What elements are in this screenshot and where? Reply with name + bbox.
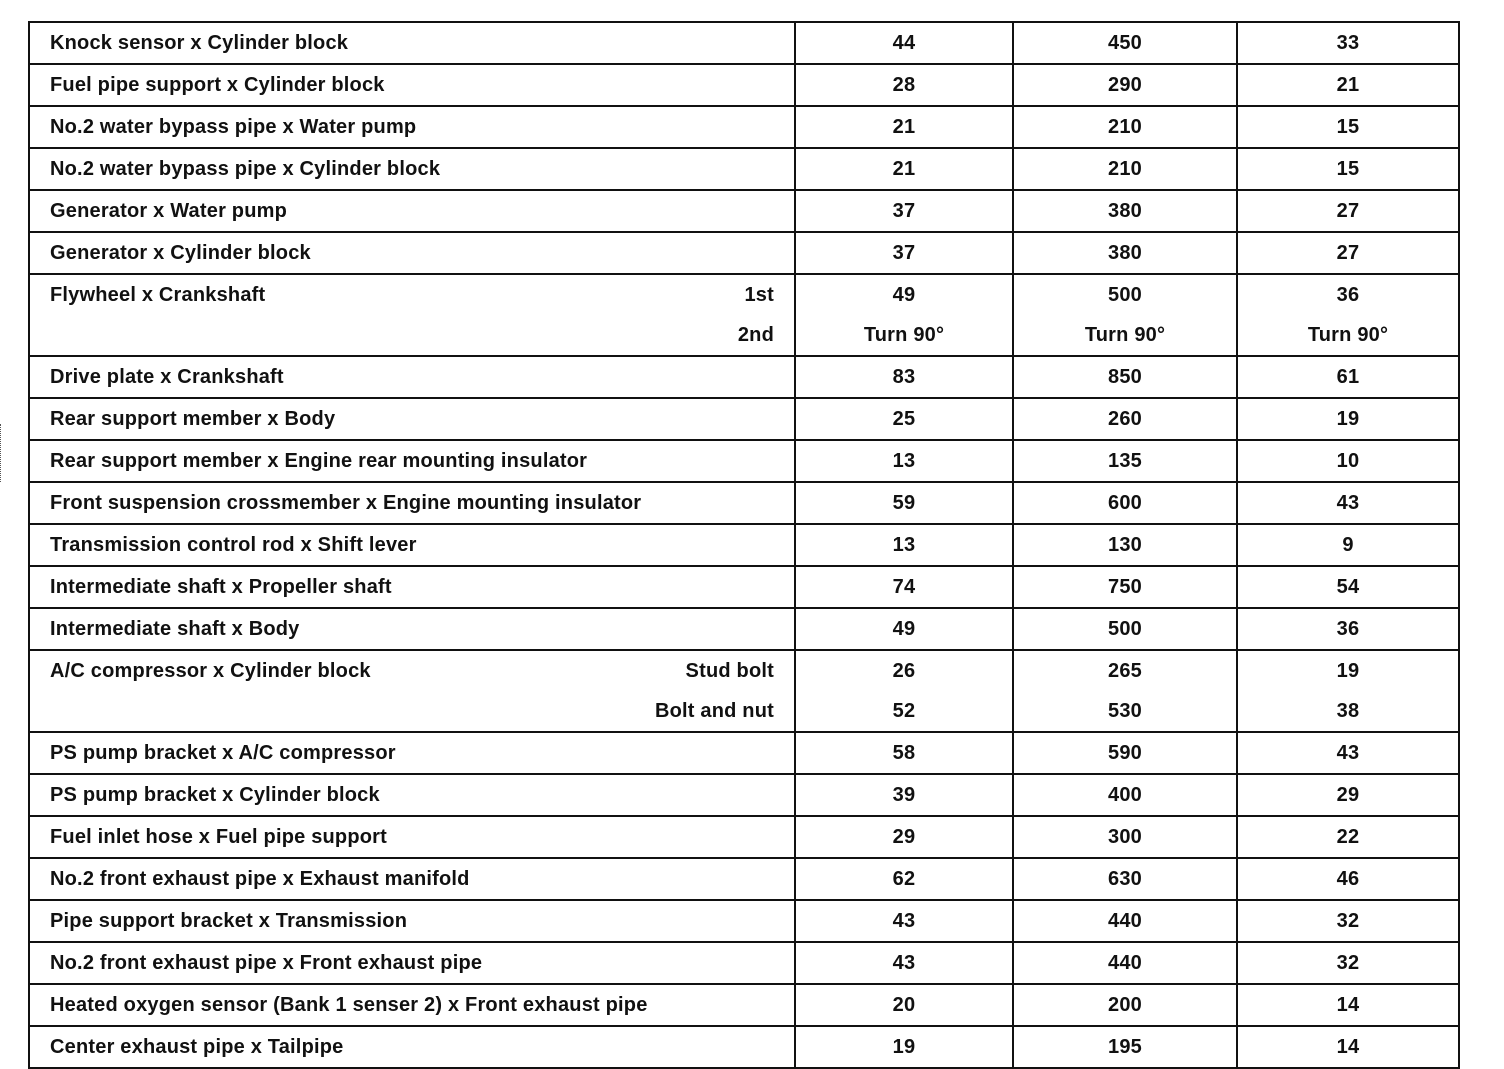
torque-kgfcm-cell: 600: [1013, 482, 1237, 524]
torque-ftlbf-cell: 36: [1237, 608, 1459, 650]
part-name: No.2 water bypass pipe x Cylinder block: [50, 158, 441, 180]
part-name: PS pump bracket x A/C compressor: [50, 742, 396, 764]
part-name: Fuel inlet hose x Fuel pipe support: [50, 826, 388, 848]
torque-ftlbf-cell: 21: [1237, 64, 1459, 106]
torque-nm-cell: [795, 650, 1013, 732]
torque-ftlbf-cell: 43: [1237, 732, 1459, 774]
torque-nm-cell: [795, 274, 1013, 356]
torque-kgfcm-cell: 210: [1013, 148, 1237, 190]
torque-nm-cell: 21: [795, 106, 1013, 148]
torque-ftlbf-cell: 22: [1237, 816, 1459, 858]
torque-ftlbf-cell: 43: [1237, 482, 1459, 524]
step-label: Stud bolt: [685, 660, 774, 682]
torque-nm-cell: 29: [795, 816, 1013, 858]
part-name: No.2 front exhaust pipe x Exhaust manifold: [50, 868, 470, 890]
part-name: Generator x Cylinder block: [50, 242, 311, 264]
part-cell: [29, 148, 795, 190]
table-row: [29, 816, 1459, 858]
part-name: Front suspension crossmember x Engine mounting insulator: [50, 492, 642, 514]
part-name: Intermediate shaft x Body: [50, 618, 300, 640]
torque-nm-cell: 21: [795, 148, 1013, 190]
torque-kgfcm-cell: 440: [1013, 942, 1237, 984]
torque-ftlbf-cell: 33: [1237, 22, 1459, 64]
torque-kgfcm-cell: 380: [1013, 232, 1237, 274]
torque-kgfcm-cell: 130: [1013, 524, 1237, 566]
table-row: [29, 356, 1459, 398]
torque-ftlbf-cell: 14: [1237, 1026, 1459, 1068]
part-cell: [29, 984, 795, 1026]
part-name: Flywheel x Crankshaft: [50, 284, 266, 306]
part-name: No.2 front exhaust pipe x Front exhaust pipe: [50, 952, 483, 974]
table-row: [29, 524, 1459, 566]
part-name: Fuel pipe support x Cylinder block: [50, 74, 385, 96]
part-cell: [29, 858, 795, 900]
torque-nm-cell: 28: [795, 64, 1013, 106]
torque-kgfcm-cell: [1013, 274, 1237, 356]
torque-value: 38: [1336, 700, 1360, 722]
torque-nm-cell: 58: [795, 732, 1013, 774]
torque-ftlbf-cell: 15: [1237, 148, 1459, 190]
part-cell: [29, 816, 795, 858]
torque-kgfcm-cell: 210: [1013, 106, 1237, 148]
torque-nm-cell: 43: [795, 900, 1013, 942]
part-cell: [29, 942, 795, 984]
torque-nm-cell: 13: [795, 440, 1013, 482]
torque-nm-cell: 74: [795, 566, 1013, 608]
torque-kgfcm-cell: 380: [1013, 190, 1237, 232]
torque-kgfcm-cell: 300: [1013, 816, 1237, 858]
part-cell: [29, 524, 795, 566]
torque-ftlbf-cell: 27: [1237, 232, 1459, 274]
table-row: [29, 482, 1459, 524]
torque-nm-cell: 20: [795, 984, 1013, 1026]
part-name: Rear support member x Engine rear mounting insulator: [50, 450, 588, 472]
part-name: PS pump bracket x Cylinder block: [50, 784, 380, 806]
table-row: [29, 22, 1459, 64]
part-cell: [29, 356, 795, 398]
torque-kgfcm-cell: 200: [1013, 984, 1237, 1026]
part-name: Transmission control rod x Shift lever: [50, 534, 417, 556]
part-name: Pipe support bracket x Transmission: [50, 910, 408, 932]
table-row: [29, 942, 1459, 984]
torque-ftlbf-cell: 27: [1237, 190, 1459, 232]
torque-ftlbf-cell: 54: [1237, 566, 1459, 608]
part-cell: [29, 190, 795, 232]
torque-kgfcm-cell: 290: [1013, 64, 1237, 106]
torque-kgfcm-cell: 850: [1013, 356, 1237, 398]
table-row: [29, 984, 1459, 1026]
table-row: [29, 190, 1459, 232]
torque-nm-cell: 37: [795, 232, 1013, 274]
table-row: [29, 608, 1459, 650]
part-cell: [29, 482, 795, 524]
margin-mark: [0, 424, 4, 482]
part-name: Drive plate x Crankshaft: [50, 366, 284, 388]
torque-value: Turn 90°: [1307, 324, 1389, 346]
table-row: [29, 106, 1459, 148]
torque-kgfcm-cell: 440: [1013, 900, 1237, 942]
torque-value: 500: [1108, 284, 1142, 306]
torque-ftlbf-cell: 10: [1237, 440, 1459, 482]
part-cell: [29, 900, 795, 942]
torque-ftlbf-cell: 14: [1237, 984, 1459, 1026]
table-row: [29, 732, 1459, 774]
torque-value: 530: [1108, 700, 1142, 722]
torque-nm-cell: 25: [795, 398, 1013, 440]
part-cell: [29, 650, 795, 732]
torque-nm-cell: 39: [795, 774, 1013, 816]
torque-nm-cell: 83: [795, 356, 1013, 398]
torque-nm-cell: 44: [795, 22, 1013, 64]
torque-ftlbf-cell: 61: [1237, 356, 1459, 398]
torque-kgfcm-cell: [1013, 650, 1237, 732]
part-name: No.2 water bypass pipe x Water pump: [50, 116, 417, 138]
part-cell: [29, 274, 795, 356]
torque-ftlbf-cell: 29: [1237, 774, 1459, 816]
table-row: [29, 398, 1459, 440]
torque-ftlbf-cell: [1237, 274, 1459, 356]
part-cell: [29, 64, 795, 106]
part-name: A/C compressor x Cylinder block: [50, 660, 371, 682]
step-label: 2nd: [737, 324, 774, 346]
torque-kgfcm-cell: 590: [1013, 732, 1237, 774]
torque-kgfcm-cell: 135: [1013, 440, 1237, 482]
torque-nm-cell: 62: [795, 858, 1013, 900]
torque-nm-cell: 37: [795, 190, 1013, 232]
torque-ftlbf-cell: 46: [1237, 858, 1459, 900]
torque-kgfcm-cell: 630: [1013, 858, 1237, 900]
table-row-two-step: [29, 274, 1459, 356]
torque-nm-cell: 43: [795, 942, 1013, 984]
torque-nm-cell: 49: [795, 608, 1013, 650]
torque-ftlbf-cell: 32: [1237, 942, 1459, 984]
torque-kgfcm-cell: 195: [1013, 1026, 1237, 1068]
part-cell: [29, 608, 795, 650]
torque-spec-table: [28, 21, 1460, 1069]
table-row: [29, 1026, 1459, 1068]
table-row: [29, 566, 1459, 608]
torque-nm-cell: 59: [795, 482, 1013, 524]
part-cell: [29, 398, 795, 440]
torque-value: 49: [892, 284, 916, 306]
table-row: [29, 900, 1459, 942]
torque-value: 52: [892, 700, 916, 722]
part-cell: [29, 732, 795, 774]
torque-ftlbf-cell: 32: [1237, 900, 1459, 942]
part-cell: [29, 22, 795, 64]
table-row: [29, 774, 1459, 816]
part-name: Rear support member x Body: [50, 408, 336, 430]
part-name: Intermediate shaft x Propeller shaft: [50, 576, 392, 598]
torque-kgfcm-cell: 260: [1013, 398, 1237, 440]
table-row: [29, 440, 1459, 482]
part-name: Heated oxygen sensor (Bank 1 senser 2) x Front exhaust pipe: [50, 994, 648, 1016]
part-name: Generator x Water pump: [50, 200, 288, 222]
torque-value: 265: [1108, 660, 1142, 682]
part-cell: [29, 106, 795, 148]
table-row: [29, 858, 1459, 900]
torque-value: Turn 90°: [1084, 324, 1166, 346]
table-row: [29, 64, 1459, 106]
torque-ftlbf-cell: [1237, 650, 1459, 732]
table-row: [29, 148, 1459, 190]
torque-ftlbf-cell: 19: [1237, 398, 1459, 440]
torque-value: 26: [892, 660, 916, 682]
part-cell: [29, 774, 795, 816]
torque-ftlbf-cell: 9: [1237, 524, 1459, 566]
torque-value: 36: [1336, 284, 1360, 306]
part-name: Center exhaust pipe x Tailpipe: [50, 1036, 344, 1058]
step-label: 1st: [744, 284, 774, 306]
step-label: Bolt and nut: [654, 700, 774, 722]
torque-ftlbf-cell: 15: [1237, 106, 1459, 148]
table-row-two-step: [29, 650, 1459, 732]
torque-kgfcm-cell: 500: [1013, 608, 1237, 650]
torque-kgfcm-cell: 400: [1013, 774, 1237, 816]
torque-kgfcm-cell: 750: [1013, 566, 1237, 608]
part-cell: [29, 440, 795, 482]
part-cell: [29, 566, 795, 608]
part-cell: [29, 1026, 795, 1068]
torque-value: 19: [1336, 660, 1360, 682]
torque-kgfcm-cell: 450: [1013, 22, 1237, 64]
torque-nm-cell: 13: [795, 524, 1013, 566]
table-row: [29, 232, 1459, 274]
torque-nm-cell: 19: [795, 1026, 1013, 1068]
part-cell: [29, 232, 795, 274]
torque-value: Turn 90°: [863, 324, 945, 346]
part-name: Knock sensor x Cylinder block: [50, 32, 349, 54]
